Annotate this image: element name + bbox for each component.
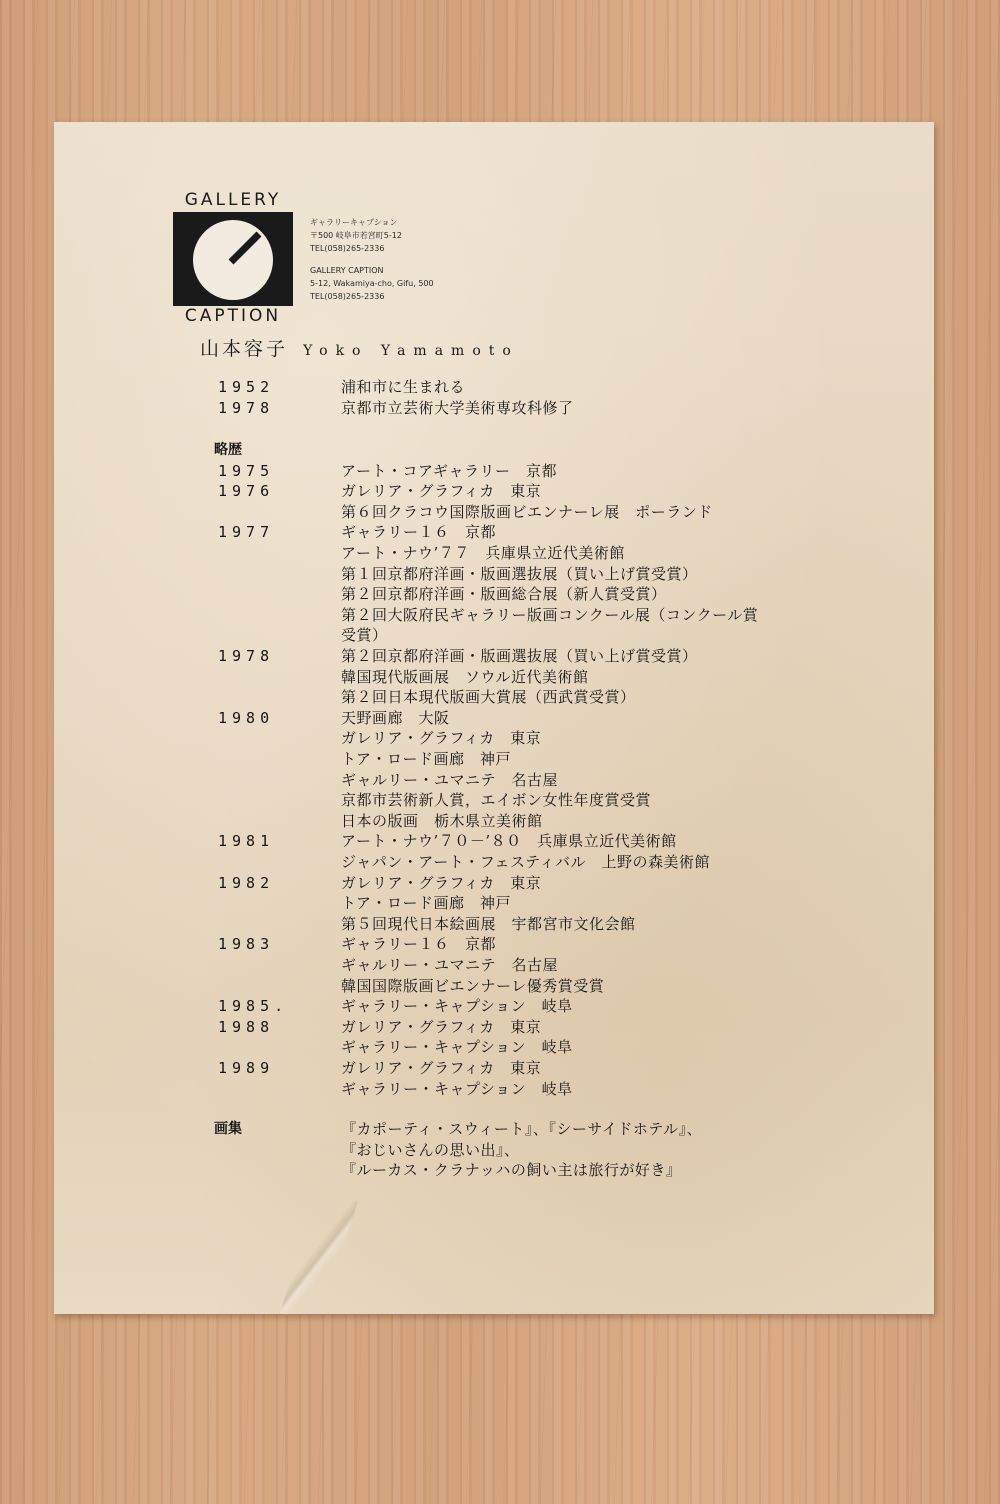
history-text: ガレリア・グラフィカ 東京 — [341, 1059, 542, 1077]
history-text: ギャルリー・ユマニテ 名古屋 — [341, 770, 559, 789]
paper-crease — [280, 1189, 358, 1325]
history-text: 第２回京都府洋画・版画選抜展（買い上げ賞受賞） — [341, 647, 698, 665]
document-sheet — [54, 122, 934, 1314]
history-text: 第２回大阪府民ギャラリー版画コンクール展（コンクール賞 — [341, 605, 759, 624]
history-text: トア・ロード画廊 神戸 — [341, 750, 512, 768]
history-text: 日本の版画 栃木県立美術館 — [341, 811, 543, 830]
history-text: ガレリア・グラフィカ 東京 — [341, 1017, 542, 1036]
history-text: 韓国現代版画展 ソウル近代美術館 — [341, 667, 589, 686]
logo-top-text: GALLERY — [184, 190, 282, 210]
history-year: 1980 — [218, 708, 275, 727]
address-line: 〒500 岐阜市若宮町5-12 — [310, 231, 402, 240]
artist-name-en: Yoko Yamamoto — [303, 343, 519, 359]
artist-name — [200, 334, 519, 361]
history-text: 第５回現代日本絵画展 宇都宮市文化会館 — [341, 914, 636, 933]
history-text: ギャラリー・キャプション 岐阜 — [341, 1038, 573, 1057]
books-heading: 画集 — [214, 1121, 242, 1138]
history-year: 1977 — [218, 523, 275, 542]
history-text: 第２回日本現代版画大賞展（西武賞受賞） — [341, 688, 636, 707]
address-line-en: GALLERY CAPTION — [310, 266, 384, 275]
address-line-en: TEL(058)265-2336 — [310, 292, 385, 301]
history-year: 1981 — [218, 832, 275, 851]
history-text: ギャラリー１６ 京都 — [341, 935, 497, 954]
logo-circle-icon — [173, 212, 293, 306]
history-text: ガレリア・グラフィカ 東京 — [341, 873, 542, 892]
history-text: 第６回クラコウ国際版画ビエンナーレ展 ポーランド — [341, 502, 713, 521]
bio-text: 浦和市に生まれる — [341, 378, 466, 396]
history-text: アート・コアギャラリー 京都 — [341, 461, 557, 480]
book-title: 『ルーカス・クラナッハの飼い主は旅行が好き』 — [341, 1161, 682, 1180]
history-year: 1982 — [218, 873, 275, 892]
history-text: 韓国国際版画ビエンナーレ優秀賞受賞 — [341, 976, 605, 995]
history-text: 天野画廊 大阪 — [341, 708, 450, 727]
history-text: ギャラリー１６ 京都 — [341, 523, 497, 542]
gallery-address — [310, 216, 510, 303]
history-year: 1978 — [218, 647, 275, 665]
book-title: 『カポーティ・スウィート』、『シーサイドホテル』、 — [341, 1120, 703, 1139]
address-line: ギャラリーキャプション — [310, 218, 398, 227]
history-text: ジャパン・アート・フェスティバル 上野の森美術館 — [341, 853, 711, 871]
address-line: TEL(058)265-2336 — [310, 244, 385, 253]
history-text: 受賞） — [341, 626, 388, 645]
address-line-en: 5-12, Wakamiya-cho, Gifu, 500 — [310, 279, 434, 288]
history-year: 1985. — [218, 997, 289, 1016]
history-text: アート・ナウ’７７ 兵庫県立近代美術館 — [341, 544, 625, 562]
history-year: 1975 — [218, 461, 275, 480]
logo-bottom-text: CAPTION — [184, 306, 282, 326]
history-text: ガレリア・グラフィカ 東京 — [341, 482, 542, 501]
history-text: ギャラリー・キャプション 岐阜 — [341, 1079, 573, 1098]
history-text: ギャルリー・ユマニテ 名古屋 — [341, 956, 559, 974]
logo-mark — [173, 212, 293, 306]
history-year: 1989 — [218, 1059, 275, 1077]
history-text: ギャラリー・キャプション 岐阜 — [341, 997, 573, 1016]
history-text: トア・ロード画廊 神戸 — [341, 894, 512, 913]
history-text: 京都市芸術新人賞，エイボン女性年度賞受賞 — [341, 791, 652, 810]
history-year: 1976 — [218, 482, 275, 501]
bio-text: 京都市立芸術大学美術専攻科修了 — [341, 398, 574, 417]
history-text: アート・ナウ’７０－’８０ 兵庫県立近代美術館 — [341, 832, 677, 851]
history-text: ガレリア・グラフィカ 東京 — [341, 729, 542, 748]
bio-year: 1978 — [218, 398, 275, 417]
bio-year: 1952 — [218, 378, 275, 396]
book-title: 『おじいさんの思い出』、 — [341, 1140, 520, 1159]
history-text: 第２回京都府洋画・版画総合展（新人賞受賞） — [341, 585, 667, 604]
history-year: 1983 — [218, 935, 275, 954]
history-year: 1988 — [218, 1017, 275, 1036]
history-heading: 略歴 — [214, 442, 242, 458]
history-text: 第１回京都府洋画・版画選抜展（買い上げ賞受賞） — [341, 564, 698, 583]
artist-name-jp: 山本容子 — [200, 338, 289, 360]
